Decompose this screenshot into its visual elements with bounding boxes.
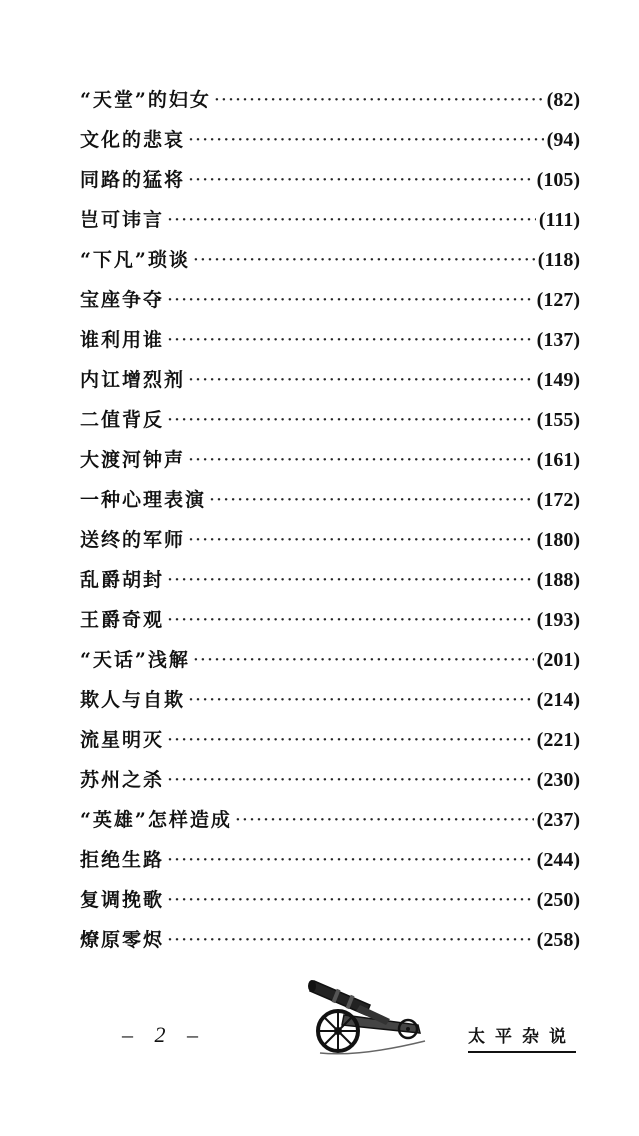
toc-entry-page: (137) (536, 329, 580, 351)
toc-entry-page: (161) (536, 449, 580, 471)
toc-entry-title: “英雄”怎样造成 (80, 809, 232, 831)
toc-entry-title: 燎原零烬 (80, 929, 165, 951)
toc-leader-dots (167, 840, 534, 880)
toc-leader-dots (167, 320, 534, 360)
toc-entry-title: 拒绝生路 (80, 849, 165, 871)
toc-entry-title: 文化的悲哀 (80, 129, 186, 151)
toc-entry (80, 440, 580, 480)
toc-entry (80, 680, 580, 720)
toc-entry-title: “天堂”的妇女 (80, 89, 211, 111)
toc-leader-dots (167, 200, 536, 240)
toc-leader-dots (167, 560, 534, 600)
cannon-icon (300, 965, 430, 1060)
toc-entry (80, 640, 580, 680)
toc-leader-dots (188, 440, 534, 480)
toc-entry (80, 600, 580, 640)
toc-leader-dots (214, 80, 544, 120)
toc-entry-title: 二值背反 (80, 409, 165, 431)
toc-entry-title: 同路的猛将 (80, 169, 186, 191)
toc-entry-page: (111) (538, 209, 580, 231)
toc-entry (80, 320, 580, 360)
toc-entry-title: “天话”浅解 (80, 649, 190, 671)
toc-leader-dots (193, 640, 534, 680)
book-title: 太平杂说 (468, 1022, 576, 1053)
toc-entry-title: 复调挽歌 (80, 889, 165, 911)
toc-entry-title: 乱爵胡封 (80, 569, 165, 591)
toc-entry (80, 80, 580, 120)
toc-leader-dots (188, 120, 544, 160)
toc-entry-title: 送终的军师 (80, 529, 186, 551)
toc-entry-title: 王爵奇观 (80, 609, 165, 631)
toc-entry-title: 谁利用谁 (80, 329, 165, 351)
toc-entry-title: 一种心理表演 (80, 489, 207, 511)
toc-entry-page: (105) (536, 169, 580, 191)
toc-entry-page: (82) (546, 89, 580, 111)
toc-entry (80, 480, 580, 520)
toc-leader-dots (167, 720, 534, 760)
toc-entry-title: 苏州之杀 (80, 769, 165, 791)
toc-entry (80, 520, 580, 560)
toc-entry-title: 大渡河钟声 (80, 449, 186, 471)
toc-entry-page: (221) (536, 729, 580, 751)
toc-entry-page: (118) (537, 249, 580, 271)
toc-entry-page: (172) (536, 489, 580, 511)
toc-entry-title: 岂可讳言 (80, 209, 165, 231)
toc-leader-dots (167, 600, 534, 640)
toc-entry-title: 内讧增烈剂 (80, 369, 186, 391)
toc-entry-page: (155) (536, 409, 580, 431)
toc-entry-page: (237) (536, 809, 580, 831)
toc-leader-dots (167, 400, 534, 440)
toc-entry (80, 920, 580, 960)
toc-entry (80, 200, 580, 240)
toc-entry-page: (258) (536, 929, 580, 951)
toc-leader-dots (167, 760, 534, 800)
toc-entry-page: (201) (536, 649, 580, 671)
toc-entry-title: “下凡”琐谈 (80, 249, 190, 271)
toc-entry-page: (127) (536, 289, 580, 311)
toc-entry (80, 360, 580, 400)
toc-entry-page: (250) (536, 889, 580, 911)
toc-leader-dots (209, 480, 534, 520)
table-of-contents (80, 80, 580, 960)
toc-entry-page: (180) (536, 529, 580, 551)
toc-entry (80, 560, 580, 600)
toc-entry-page: (244) (536, 849, 580, 871)
toc-entry (80, 240, 580, 280)
toc-entry-page: (214) (536, 689, 580, 711)
toc-entry (80, 400, 580, 440)
toc-leader-dots (188, 160, 534, 200)
toc-entry (80, 720, 580, 760)
toc-entry (80, 840, 580, 880)
toc-entry-page: (188) (536, 569, 580, 591)
toc-entry (80, 160, 580, 200)
toc-leader-dots (167, 920, 534, 960)
toc-leader-dots (167, 880, 534, 920)
toc-entry-page: (193) (536, 609, 580, 631)
toc-entry (80, 120, 580, 160)
toc-entry (80, 280, 580, 320)
toc-leader-dots (188, 680, 534, 720)
toc-entry (80, 760, 580, 800)
toc-entry-page: (94) (546, 129, 580, 151)
toc-entry-title: 流星明灭 (80, 729, 165, 751)
toc-entry (80, 800, 580, 840)
toc-entry-title: 宝座争夺 (80, 289, 165, 311)
toc-leader-dots (167, 280, 534, 320)
toc-entry-title: 欺人与自欺 (80, 689, 186, 711)
toc-leader-dots (235, 800, 534, 840)
toc-leader-dots (188, 520, 534, 560)
toc-entry (80, 880, 580, 920)
toc-leader-dots (193, 240, 535, 280)
toc-entry-page: (230) (536, 769, 580, 791)
toc-leader-dots (188, 360, 534, 400)
toc-entry-page: (149) (536, 369, 580, 391)
page-number: – 2 – (122, 1022, 206, 1047)
